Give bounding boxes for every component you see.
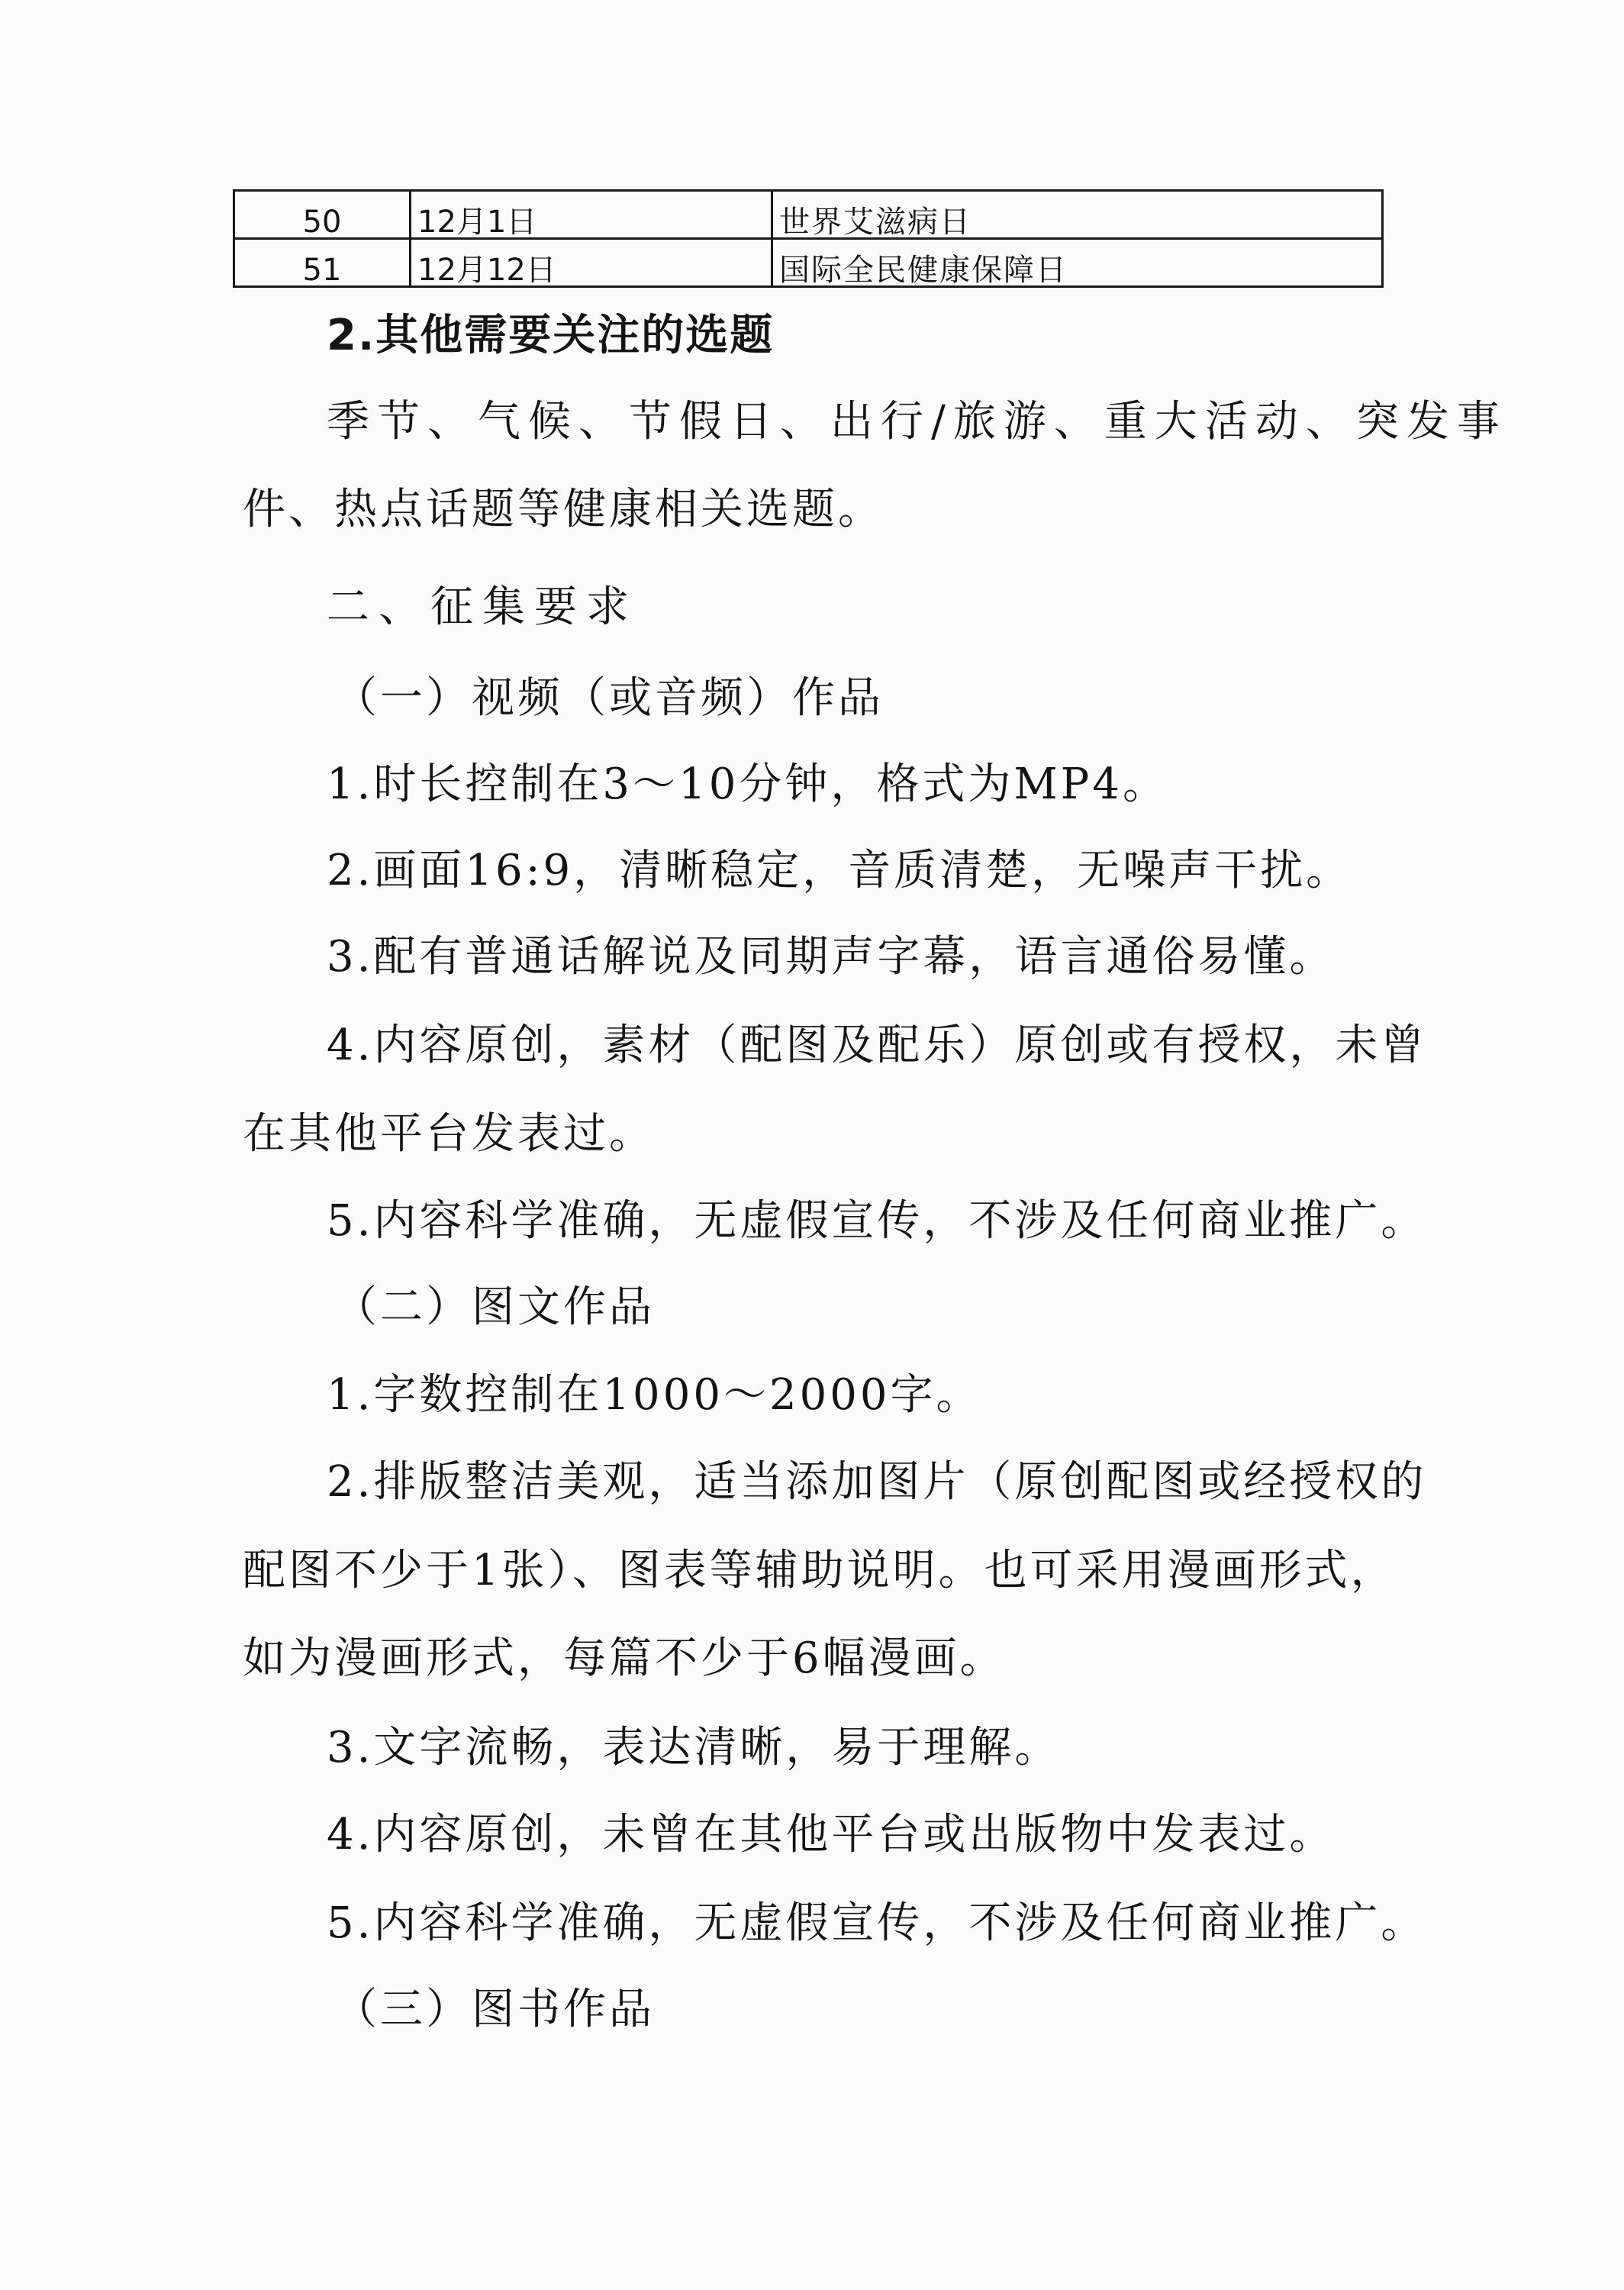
table-row	[234, 239, 1383, 287]
section-heading-requirements: 二、征集要求	[327, 582, 638, 632]
row-date: 12月12日	[411, 239, 772, 287]
graphic-item-5: 5.内容科学准确，无虚假宣传，不涉及任何商业推广。	[327, 1898, 1427, 1948]
health-days-table	[233, 189, 1384, 288]
graphic-item-2: 2.排版整洁美观，适当添加图片（原创配图或经授权的	[327, 1457, 1427, 1507]
graphic-item-1: 1.字数控制在1000～2000字。	[327, 1370, 982, 1420]
video-item-1: 1.时长控制在3～10分钟，格式为MP4。	[327, 760, 1168, 809]
row-date: 12月1日	[411, 191, 772, 239]
row-name: 世界艾滋病日	[772, 191, 1383, 239]
other-topics-heading: 2.其他需要关注的选题	[327, 311, 775, 360]
table-row	[234, 191, 1383, 239]
graphic-item-4: 4.内容原创，未曾在其他平台或出版物中发表过。	[327, 1810, 1336, 1859]
video-item-4-continued: 在其他平台发表过。	[243, 1109, 655, 1159]
subheading-video: （一）视频（或音频）作品	[334, 673, 884, 723]
graphic-item-3: 3.文字流畅，表达清晰，易于理解。	[327, 1723, 1061, 1772]
other-topics-text-continued: 件、热点话题等健康相关选题。	[243, 485, 884, 534]
row-name: 国际全民健康保障日	[772, 239, 1383, 287]
graphic-item-2-continued: 配图不少于1张）、图表等辅助说明。也可采用漫画形式，	[243, 1546, 1397, 1595]
video-item-2: 2.画面16:9，清晰稳定，音质清楚，无噪声干扰。	[327, 846, 1352, 895]
video-item-3: 3.配有普通话解说及同期声字幕，语言通俗易懂。	[327, 932, 1336, 982]
other-topics-text: 季节、气候、节假日、出行/旅游、重大活动、突发事	[327, 397, 1507, 447]
subheading-book: （三）图书作品	[334, 1985, 655, 2034]
subheading-graphic: （二）图文作品	[334, 1282, 655, 1332]
video-item-5: 5.内容科学准确，无虚假宣传，不涉及任何商业推广。	[327, 1196, 1427, 1246]
graphic-item-2-continued-2: 如为漫画形式，每篇不少于6幅漫画。	[243, 1634, 1006, 1683]
row-number: 51	[234, 239, 411, 287]
video-item-4: 4.内容原创，素材（配图及配乐）原创或有授权，未曾	[327, 1021, 1427, 1070]
row-number: 50	[234, 191, 411, 239]
